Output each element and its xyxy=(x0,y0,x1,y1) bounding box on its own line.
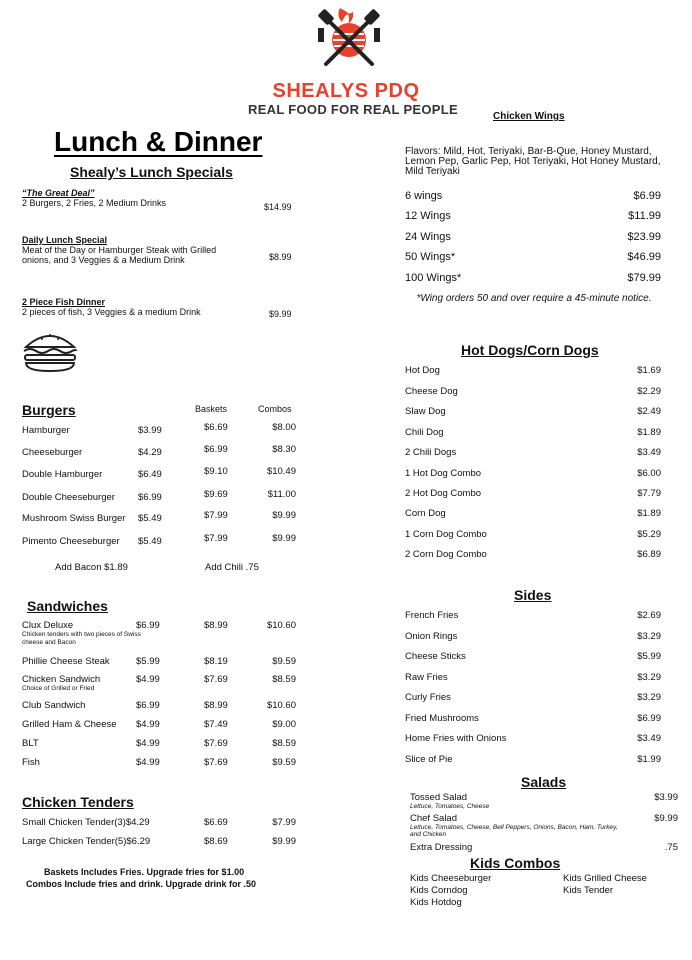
special-price: $14.99 xyxy=(264,202,292,212)
side-name: Raw Fries xyxy=(405,672,448,683)
sandwich-combo-price: $9.59 xyxy=(272,757,296,768)
hotdogs-title: Hot Dogs/Corn Dogs xyxy=(461,342,599,358)
brand-name: SHEALYS PDQ xyxy=(272,80,420,102)
special-desc: 2 Burgers, 2 Fries, 2 Medium Drinks xyxy=(22,198,167,208)
special-name: Daily Lunch Special xyxy=(22,235,108,245)
side-price: $2.69 xyxy=(637,610,661,621)
add-bacon: Add Bacon $1.89 xyxy=(55,562,128,573)
wing-note: *Wing orders 50 and over require a 45-minute notice. xyxy=(416,293,652,304)
basket-note: Baskets Includes Fries. Upgrade fries for $1.00 xyxy=(44,867,245,877)
side-price: $6.99 xyxy=(637,713,661,724)
side-name: Home Fries with Onions xyxy=(405,733,507,744)
sandwich-basket-price: $8.99 xyxy=(204,700,228,711)
tender-name: Small Chicken Tender(3)$4.29 xyxy=(22,817,150,828)
kids-item: Kids Grilled Cheese xyxy=(563,873,647,884)
side-name: French Fries xyxy=(405,610,459,621)
salad-name: Chef Salad xyxy=(410,813,458,824)
sides-title: Sides xyxy=(514,587,552,603)
sandwich-basket-price: $7.69 xyxy=(204,757,228,768)
burger-name: Mushroom Swiss Burger xyxy=(22,513,126,524)
hotdog-price: $1.89 xyxy=(637,427,661,438)
special-price: $9.99 xyxy=(269,309,292,319)
burger-price: $5.49 xyxy=(138,536,162,547)
burger-price: $4.29 xyxy=(138,447,162,458)
hotdog-price: $3.49 xyxy=(637,447,661,458)
burger-name: Double Cheeseburger xyxy=(22,492,115,503)
sandwich-basket-price: $8.99 xyxy=(204,620,228,631)
salads-title: Salads xyxy=(521,774,567,790)
sandwich-name: Phillie Cheese Steak xyxy=(22,656,110,667)
tender-name: Large Chicken Tender(5)$6.29 xyxy=(22,836,151,847)
combos-header: Combos xyxy=(258,404,292,414)
burger-basket-price: $9.10 xyxy=(204,466,228,477)
special-desc: Meat of the Day or Hamburger Steak with Grilled onions, and 3 Veggies & a Medium Drink xyxy=(22,245,217,265)
sandwich-price: $4.99 xyxy=(136,757,160,768)
special-item xyxy=(22,297,302,317)
sandwich-combo-price: $8.59 xyxy=(272,674,296,685)
sandwich-name: BLT xyxy=(22,738,39,749)
sandwich-basket-price: $7.69 xyxy=(204,738,228,749)
hotdog-price: $2.29 xyxy=(637,386,661,397)
burger-combo-price: $11.00 xyxy=(267,489,296,500)
burger-name: Cheeseburger xyxy=(22,447,83,458)
lunch-specials-title: Shealy’s Lunch Specials xyxy=(70,164,233,180)
tender-basket-price: $8.69 xyxy=(204,836,228,847)
sandwich-combo-price: $8.59 xyxy=(272,738,296,749)
burger-combo-price: $8.00 xyxy=(272,422,296,433)
sandwich-price: $6.99 xyxy=(136,620,160,631)
kids-title: Kids Combos xyxy=(470,855,561,871)
burger-icon xyxy=(20,325,80,375)
sandwiches-title: Sandwiches xyxy=(27,598,108,614)
hotdog-name: 2 Chili Dogs xyxy=(405,447,457,458)
add-chili: Add Chili .75 xyxy=(205,562,259,573)
special-item xyxy=(22,188,302,212)
sandwich-name: Club Sandwich xyxy=(22,700,86,711)
sandwich-basket-price: $7.49 xyxy=(204,719,228,730)
salad-price: .75 xyxy=(664,842,678,853)
tender-combo-price: $7.99 xyxy=(272,817,296,828)
sandwich-combo-price: $9.59 xyxy=(272,656,296,667)
hotdog-name: 2 Hot Dog Combo xyxy=(405,488,482,499)
wing-name: 50 Wings* xyxy=(405,251,456,263)
sandwich-price: $4.99 xyxy=(136,674,160,685)
sandwich-name: Grilled Ham & Cheese xyxy=(22,719,117,730)
burger-basket-price: $6.99 xyxy=(204,444,228,455)
logo xyxy=(312,0,386,70)
kids-item: Kids Tender xyxy=(563,885,613,896)
burger-price: $6.99 xyxy=(138,492,162,503)
wing-name: 100 Wings* xyxy=(405,272,462,284)
grill-utensils-logo-icon xyxy=(312,0,386,70)
salad-price: $3.99 xyxy=(654,792,678,803)
wing-name: 6 wings xyxy=(405,190,443,202)
burger-combo-price: $10.49 xyxy=(266,466,296,477)
wing-price: $11.99 xyxy=(628,210,661,222)
hotdog-name: 2 Corn Dog Combo xyxy=(405,549,487,560)
burger-basket-price: $9.69 xyxy=(204,489,228,500)
tagline: REAL FOOD FOR REAL PEOPLE xyxy=(248,102,458,117)
sandwich-price: $5.99 xyxy=(136,656,160,667)
hotdog-price: $5.29 xyxy=(637,529,661,540)
hotdog-name: 1 Hot Dog Combo xyxy=(405,468,482,479)
sandwich-basket-price: $8.19 xyxy=(204,656,228,667)
sandwich-basket-price: $7.69 xyxy=(204,674,228,685)
side-name: Onion Rings xyxy=(405,631,458,642)
wing-price: $46.99 xyxy=(627,251,661,263)
burgers-title: Burgers xyxy=(22,402,76,418)
burger-name: Double Hamburger xyxy=(22,469,103,480)
burger-price: $5.49 xyxy=(138,513,162,524)
side-price: $3.49 xyxy=(637,733,661,744)
burger-price: $6.49 xyxy=(138,469,162,480)
side-price: $3.29 xyxy=(637,672,661,683)
hotdog-name: Chili Dog xyxy=(405,427,444,438)
special-price: $8.99 xyxy=(269,252,292,262)
salad-price: $9.99 xyxy=(654,813,678,824)
wing-price: $23.99 xyxy=(627,231,661,243)
side-price: $5.99 xyxy=(637,651,661,662)
sandwich-name: Clux Deluxe xyxy=(22,620,74,631)
page-title: Lunch & Dinner xyxy=(54,126,263,157)
sandwich-combo-price: $10.60 xyxy=(266,620,296,631)
hotdog-name: 1 Corn Dog Combo xyxy=(405,529,487,540)
wing-name: 24 Wings xyxy=(405,231,451,243)
hotdog-price: $6.89 xyxy=(637,549,661,560)
sandwich-combo-price: $10.60 xyxy=(266,700,296,711)
special-item xyxy=(22,235,302,265)
hotdog-name: Hot Dog xyxy=(405,365,440,376)
sandwich-price: $6.99 xyxy=(136,700,160,711)
side-name: Slice of Pie xyxy=(405,754,453,765)
burger-basket-price: $6.69 xyxy=(204,422,228,433)
salad-name: Extra Dressing xyxy=(410,842,473,853)
side-name: Fried Mushrooms xyxy=(405,713,479,724)
kids-item: Kids Hotdog xyxy=(410,897,462,908)
burger-price: $3.99 xyxy=(138,425,162,436)
side-name: Cheese Sticks xyxy=(405,651,466,662)
burger-combo-price: $8.30 xyxy=(272,444,296,455)
sandwich-name: Chicken Sandwich xyxy=(22,674,101,685)
burger-combo-price: $9.99 xyxy=(272,510,296,521)
sandwich-name: Fish xyxy=(22,757,40,768)
combo-note: Combos Include fries and drink. Upgrade drink for .50 xyxy=(26,879,257,889)
side-price: $1.99 xyxy=(637,754,661,765)
wing-price: $6.99 xyxy=(633,190,661,202)
tenders-title: Chicken Tenders xyxy=(22,794,134,810)
salad-note: Lettuce, Tomatoes, Cheese xyxy=(410,803,490,810)
wings-title: Chicken Wings xyxy=(493,111,565,122)
sandwich-price: $4.99 xyxy=(136,719,160,730)
sandwich-note: Choice of Grilled or Fried xyxy=(22,685,95,692)
tender-combo-price: $9.99 xyxy=(272,836,296,847)
sandwich-note: Chicken tenders with two pieces of Swiss cheese and Bacon xyxy=(22,631,141,646)
hotdog-price: $6.00 xyxy=(637,468,661,479)
wing-name: 12 Wings xyxy=(405,210,451,222)
hotdog-price: $2.49 xyxy=(637,406,661,417)
special-name: “The Great Deal” xyxy=(22,188,95,198)
burger-basket-price: $7.99 xyxy=(204,510,228,521)
burger-basket-price: $7.99 xyxy=(204,533,228,544)
special-name: 2 Piece Fish Dinner xyxy=(22,297,106,307)
wing-flavors: Flavors: Mild, Hot, Teriyaki, Bar-B-Que, Honey Mustard, Lemon Pep, Garlic Pep, Hot Teriyaki, Hot Honey Mustard, Mild Teriyaki xyxy=(405,146,661,177)
kids-item: Kids Corndog xyxy=(410,885,468,896)
side-price: $3.29 xyxy=(637,631,661,642)
hotdog-name: Corn Dog xyxy=(405,508,446,519)
salad-name: Tossed Salad xyxy=(410,792,468,803)
burger-name: Pimento Cheeseburger xyxy=(22,536,120,547)
sandwich-price: $4.99 xyxy=(136,738,160,749)
side-name: Curly Fries xyxy=(405,692,451,703)
burger-name: Hamburger xyxy=(22,425,70,436)
hotdog-price: $1.69 xyxy=(637,365,661,376)
side-price: $3.29 xyxy=(637,692,661,703)
burger-combo-price: $9.99 xyxy=(272,533,296,544)
tender-basket-price: $6.69 xyxy=(204,817,228,828)
hotdog-price: $1.89 xyxy=(637,508,661,519)
hotdog-name: Cheese Dog xyxy=(405,386,458,397)
hotdog-name: Slaw Dog xyxy=(405,406,446,417)
baskets-header: Baskets xyxy=(195,404,228,414)
kids-item: Kids Cheeseburger xyxy=(410,873,492,884)
wing-price: $79.99 xyxy=(627,272,661,284)
hotdog-price: $7.79 xyxy=(637,488,661,499)
sandwich-combo-price: $9.00 xyxy=(272,719,296,730)
special-desc: 2 pieces of fish, 3 Veggies & a medium Drink xyxy=(22,307,201,317)
salad-note: Lettuce, Tomatoes, Cheese, Bell Peppers, Onions, Bacon, Ham, Turkey, and Chicken xyxy=(410,824,618,838)
